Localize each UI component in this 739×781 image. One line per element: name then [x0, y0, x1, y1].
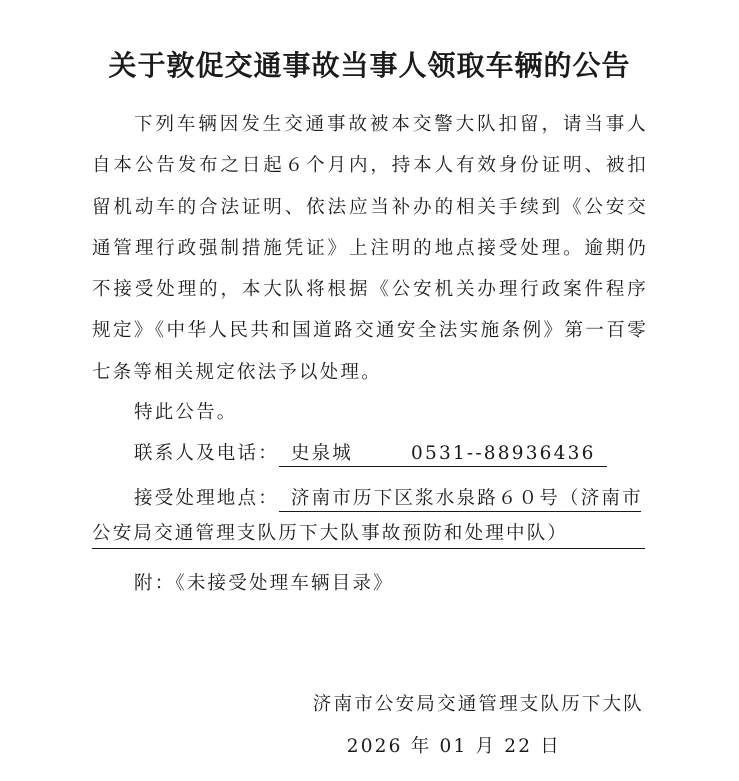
contact-name: 史泉城 — [290, 443, 354, 464]
location-address-part1: 济南市历下区浆水泉路６０号（济南市 — [279, 487, 641, 512]
attachment-note: 附：《未接受处理车辆目录》 — [134, 573, 394, 594]
notice-title: 关于敦促交通事故当事人领取车辆的公告 — [108, 49, 631, 82]
contact-underlined-field — [279, 442, 607, 467]
contact-phone: 0531--88936436 — [411, 443, 596, 464]
issue-date: 2026 年 01 月 22 日 — [346, 736, 561, 757]
location-line — [92, 478, 694, 519]
location-address-part2: 公安局交通管理支队历下大队事故预防和处理中队） — [92, 520, 645, 549]
location-label: 接受处理地点： — [134, 488, 279, 509]
issuing-authority: 济南市公安局交通管理支队历下大队 — [312, 694, 644, 715]
notice-body-paragraph: 下列车辆因发生交通事故被本交警大队扣留，请当事人自本公告发布之日起６个月内，持本人有效身份证明、被扣留机动车的合法证明、依法应当补办的相关手续到《公安交通管理行政强制措施凭证》上注明的地点接受处理。逾期仍不接受处理的，本大队将根据《公安机关办理行政案件程序规定》《中华人民共和国道路交通安全法实施条例》第一百零七条等相关规定依法予以处理。 — [92, 114, 648, 383]
contact-label: 联系人及电话： — [134, 443, 279, 464]
closing-statement: 特此公告。 — [134, 402, 238, 423]
contact-line — [92, 433, 694, 474]
